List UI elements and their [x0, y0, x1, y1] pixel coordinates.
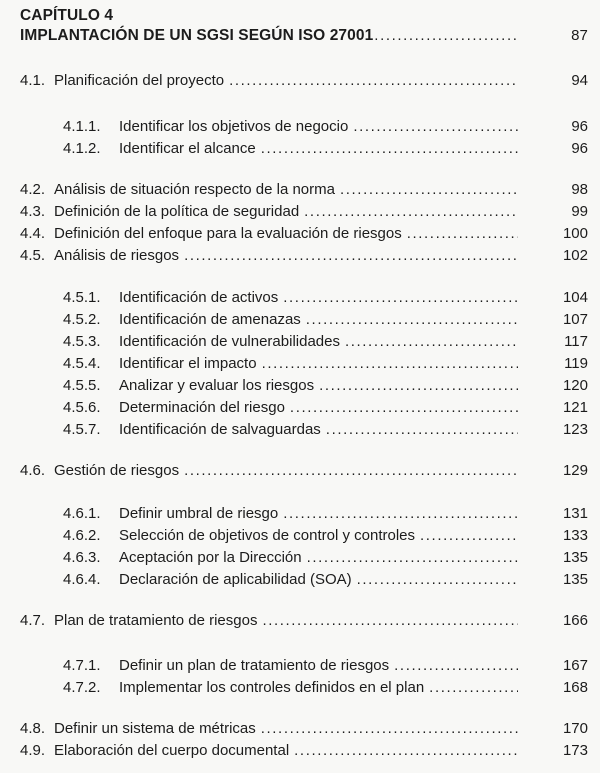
entry-number: 4.2. — [20, 181, 46, 198]
entry-title: Implementar los controles definidos en el plan — [119, 679, 425, 696]
entry-title: Definición de la política de seguridad — [54, 203, 300, 220]
entry-page-number: 166 — [562, 612, 588, 629]
dot-leader — [373, 26, 518, 46]
entry-title: Elaboración del cuerpo documental — [54, 742, 290, 759]
entry-page-number: 167 — [562, 657, 588, 674]
dot-leader — [278, 287, 518, 309]
chapter-heading-line1 — [20, 6, 588, 26]
dot-leader — [389, 655, 518, 677]
entry-number: 4.5.5. — [63, 377, 101, 394]
entry-page-number: 104 — [562, 289, 588, 306]
entry-title: Selección de objetivos de control y controles — [119, 527, 416, 544]
entry-number: 4.5. — [20, 247, 46, 264]
entry-number: 4.7.1. — [63, 657, 101, 674]
entry-title: Definir umbral de riesgo — [119, 505, 279, 522]
toc-entry-4-6-2 — [63, 525, 588, 547]
chapter-heading-line2 — [20, 26, 588, 46]
entry-number: 4.4. — [20, 225, 46, 242]
toc-entry-4-7-1 — [63, 655, 588, 677]
toc-entry-4-2 — [20, 179, 588, 201]
entry-number: 4.7.2. — [63, 679, 101, 696]
entry-title: Definir un sistema de métricas — [54, 720, 256, 737]
entry-page-number: 173 — [562, 742, 588, 759]
toc-entry-4-5-4 — [63, 353, 588, 375]
entry-title: Identificación de salvaguardas — [119, 421, 321, 438]
entry-page-number: 121 — [562, 399, 588, 416]
entry-page-number: 168 — [562, 679, 588, 696]
dot-leader — [256, 718, 518, 740]
entry-title: Gestión de riesgos — [54, 462, 180, 479]
dot-leader — [335, 179, 518, 201]
toc-entry-4-5-6 — [63, 397, 588, 419]
entry-title: Definir un plan de tratamiento de riesgos — [119, 657, 390, 674]
dot-leader — [352, 569, 518, 591]
entry-number: 4.1.2. — [63, 140, 101, 157]
entry-page-number: 107 — [562, 311, 588, 328]
dot-leader — [402, 223, 518, 245]
entry-page-number: 96 — [571, 140, 588, 157]
dot-leader — [340, 331, 518, 353]
dot-leader — [285, 397, 518, 419]
toc-entry-4-5 — [20, 245, 588, 267]
dot-leader — [289, 740, 518, 762]
toc-entry-4-5-3 — [63, 331, 588, 353]
toc-entry-4-5-1 — [63, 287, 588, 309]
entry-number: 4.8. — [20, 720, 46, 737]
entry-number: 4.5.4. — [63, 355, 101, 372]
entry-number: 4.6. — [20, 462, 46, 479]
entry-number: 4.6.1. — [63, 505, 101, 522]
entry-number: 4.5.7. — [63, 421, 101, 438]
entry-number: 4.6.3. — [63, 549, 101, 566]
dot-leader — [179, 460, 518, 482]
entry-number: 4.5.1. — [63, 289, 101, 306]
entry-title: Identificación de activos — [119, 289, 279, 306]
entry-page-number: 120 — [562, 377, 588, 394]
toc-entry-4-1-1 — [63, 116, 588, 138]
dot-leader — [256, 138, 518, 160]
entry-number: 4.7. — [20, 612, 46, 629]
toc-entry-4-6-1 — [63, 503, 588, 525]
entry-page-number: 170 — [562, 720, 588, 737]
entry-title: Identificar el impacto — [119, 355, 257, 372]
entry-number: 4.1.1. — [63, 118, 101, 135]
entry-title: Plan de tratamiento de riesgos — [54, 612, 258, 629]
entry-title: Analizar y evaluar los riesgos — [119, 377, 315, 394]
entry-title: Declaración de aplicabilidad (SOA) — [119, 571, 352, 588]
entry-page-number: 135 — [562, 571, 588, 588]
dot-leader — [224, 70, 518, 92]
entry-title: Definición del enfoque para la evaluación de riesgos — [54, 225, 402, 242]
dot-leader — [179, 245, 518, 267]
dot-leader — [424, 677, 518, 699]
toc-entry-4-1-2 — [63, 138, 588, 160]
toc-entry-4-7 — [20, 610, 588, 632]
toc-entry-4-5-5 — [63, 375, 588, 397]
entry-number: 4.9. — [20, 742, 46, 759]
toc-entry-4-8 — [20, 718, 588, 740]
entry-page-number: 119 — [564, 355, 588, 372]
dot-leader — [257, 610, 518, 632]
entry-title: Identificar el alcance — [119, 140, 256, 157]
toc-entry-4-5-7 — [63, 419, 588, 441]
toc-entry-4-4 — [20, 223, 588, 245]
chapter-page-number: 87 — [571, 27, 588, 44]
entry-title: Identificación de amenazas — [119, 311, 301, 328]
entry-title: Análisis de situación respecto de la norma — [54, 181, 335, 198]
entry-page-number: 129 — [562, 462, 588, 479]
entry-title: Planificación del proyecto — [54, 72, 225, 89]
chapter-number: CAPÍTULO 4 — [20, 7, 114, 24]
toc-entry-4-9 — [20, 740, 588, 762]
toc-entry-4-6 — [20, 460, 588, 482]
entry-page-number: 133 — [562, 527, 588, 544]
chapter-title: IMPLANTACIÓN DE UN SGSI SEGÚN ISO 27001 — [20, 27, 374, 44]
entry-page-number: 94 — [571, 72, 588, 89]
entry-page-number: 99 — [571, 203, 588, 220]
entry-page-number: 100 — [562, 225, 588, 242]
entry-number: 4.5.2. — [63, 311, 101, 328]
entry-page-number: 131 — [562, 505, 588, 522]
toc-entry-4-6-4 — [63, 569, 588, 591]
dot-leader — [301, 309, 518, 331]
toc-entry-4-6-3 — [63, 547, 588, 569]
entry-number: 4.1. — [20, 72, 46, 89]
entry-page-number: 98 — [571, 181, 588, 198]
toc-entry-4-5-2 — [63, 309, 588, 331]
entry-number: 4.6.4. — [63, 571, 101, 588]
dot-leader — [314, 375, 518, 397]
dot-leader — [278, 503, 518, 525]
entry-number: 4.3. — [20, 203, 46, 220]
dot-leader — [415, 525, 518, 547]
toc-entry-4-3 — [20, 201, 588, 223]
entry-number: 4.5.3. — [63, 333, 101, 350]
dot-leader — [257, 353, 518, 375]
entry-title: Determinación del riesgo — [119, 399, 285, 416]
dot-leader — [348, 116, 518, 138]
entry-page-number: 135 — [562, 549, 588, 566]
entry-title: Identificar los objetivos de negocio — [119, 118, 349, 135]
dot-leader — [302, 547, 518, 569]
entry-page-number: 96 — [571, 118, 588, 135]
entry-page-number: 123 — [562, 421, 588, 438]
dot-leader — [299, 201, 518, 223]
toc-entry-4-1 — [20, 70, 588, 92]
entry-number: 4.5.6. — [63, 399, 101, 416]
entry-title: Análisis de riesgos — [54, 247, 180, 264]
entry-page-number: 117 — [564, 333, 588, 350]
entry-title: Aceptación por la Dirección — [119, 549, 302, 566]
toc-entry-4-7-2 — [63, 677, 588, 699]
entry-number: 4.6.2. — [63, 527, 101, 544]
entry-title: Identificación de vulnerabilidades — [119, 333, 340, 350]
entry-page-number: 102 — [562, 247, 588, 264]
dot-leader — [321, 419, 518, 441]
